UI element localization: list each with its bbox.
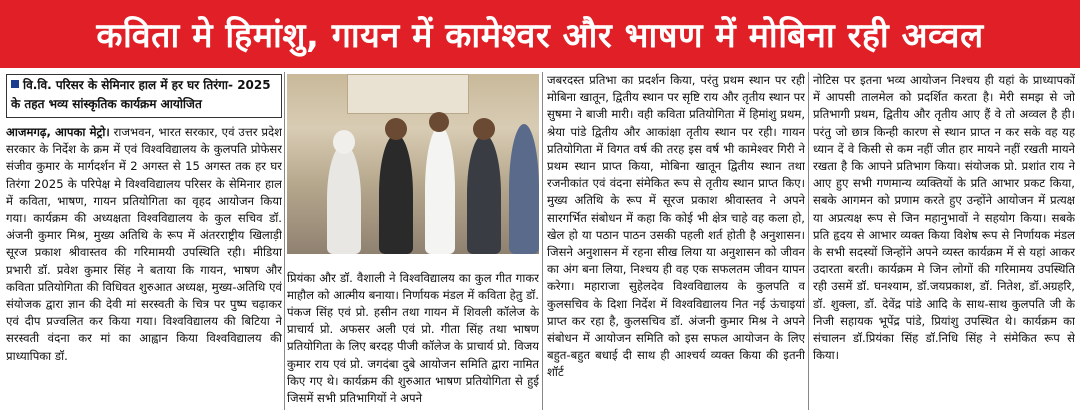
headline-banner xyxy=(0,0,1080,68)
headline: कविता मे हिमांशु, गायन में कामेश्वर और भाषण में मोबिना रही अव्वल xyxy=(96,16,984,56)
article-column-3 xyxy=(547,72,805,412)
article-column-4 xyxy=(813,72,1075,412)
photo-person-head xyxy=(333,130,355,154)
column-divider xyxy=(808,72,809,410)
column-4-body: नोटिस पर इतना भव्य आयोजन निश्चय ही यहां के प्राध्यापकों में आपसी तालमेल को प्रदर्शित करता है। मेरी समझ से जो प्रतिभागी प्रथम, द्वितीय और तृतीय आए हैं वे तो अव्वल है ही। परंतु जो छात्र किन्ही कारण से स्थान प्राप्त न कर सके वह यह ध्यान दें वे किसी से कम नहीं जीत हार मायने नहीं रखती मायने रखता है कि आपने प्रतिभाग किया। संयोजक प्रो. प्रशांत राय ने आए हुए सभी गणमान्य व्यक्तियों के प्रति आभार प्रकट किया, सबके आगमन को प्रणाम करते हुए उन्होंने आयोजन में प्रत्यक्ष या अप्रत्यक्ष रूप से जिन महानुभावों ने सहयोग किया। सबके प्रति हृदय से आभार व्यक्त किया विशेष रूप से निर्णायक मंडल के सभी सदस्यों जिन्होंने अपने व्यस्त कार्यक्रम में से यहां आकर उदारता बरती। कार्यक्रम मे जिन लोगों की गरिमामय उपस्थिति रही उसमें डॉ. घनश्याम, डॉ.जयप्रकाश, डॉ. नितेश, डॉ.अग्रहरि, डॉ. शुक्ला, डॉ. देवेंद्र पांडे आदि के साथ-साथ कुलपति जी के निजी सहायक भूपेंद्र पांडे, प्रियांशु उपस्थित थे। कार्यक्रम का संचालन डॉ.प्रियंका सिंह डॉ.निधि सिंह ने संमेकित रूप से किया। xyxy=(813,73,1075,363)
photo-backdrop-banner xyxy=(347,74,469,114)
article-column-1 xyxy=(6,124,282,412)
column-divider xyxy=(542,72,543,410)
column-1-body: राजभवन, भारत सरकार, एवं उत्तर प्रदेश सरकार के निर्देश के क्रम में एवं विश्वविद्यालय के कुलपति प्रोफेसर संजीव कुमार के मार्गदर्शन में 2 अगस्त से 15 अगस्त तक हर घर तिरंगा 2025 के परिपेक्ष मे विश्वविद्यालय परिसर के सेमिनार हाल में कविता, भाषण, गायन प्रतियोगिता का वृहद आयोजन किया गया। कार्यक्रम की अध्यक्षता विश्वविद्यालय के कुल सचिव डॉ. अंजनी कुमार मिश्र, मुख्य अतिथि के रूप में अंतरराष्ट्रीय खिलाड़ी सूरज प्रकाश श्रीवास्तव की गरिमामयी उपस्थिति रही। मीडिया प्रभारी डॉ. प्रवेश कुमार सिंह ने बताया कि गायन, भाषण और कविता प्रतियोगिता की विधिवत शुरुआत अध्यक्ष, मुख्य-अतिथि एवं संयोजक द्वारा ज्ञान की देवी मां सरस्वती के चित्र पर पुष्प चढ़ाकर एवं दीप प्रज्वलित कर किया गया। विश्वविद्यालय की बिटिया ने सरस्वती वंदना कर मां का आह्वान किया विश्वविद्यालय की प्राध्यापिका डॉ. xyxy=(6,125,282,363)
square-bullet-icon xyxy=(11,80,19,88)
column-3-body: जबरदस्त प्रतिभा का प्रदर्शन किया, परंतु प्रथम स्थान पर रही मोबिना खातून, द्वितीय स्थान पर सृष्टि राय और तृतीय स्थान पर सुषमा ने बाजी मारी। वही कविता प्रतियोगिता में हिमांशु प्रथम, श्रेया पांडे द्वितीय और आकांक्षा तृतीय स्थान पर रही। गायन प्रतियोगिता में विगत वर्ष की तरह इस वर्ष भी कामेश्वर गिरी ने प्रथम स्थान प्राप्त किया, मोबिना खातून द्वितीय स्थान तथा रजनीकांत एवं वंदना संमेकित रूप से तृतीय स्थान प्राप्त किए। मुख्य अतिथि के रूप में सूरज प्रकाश श्रीवास्तव ने अपने सारगर्भित संबोधन में कहा कि कोई भी क्षेत्र चाहे वह कला हो, खेल हो या पठान पाठन उसकी पहली शर्त होती है अनुशासन। जिसने अनुशासन में रहना सीख लिया या अनुशासन को जीवन का अंग बना लिया, निश्चय ही वह एक सफलतम जीवन यापन करेगा। महाराजा सुहेलदेव विश्वविद्यालय के कुलपति व कुलसचिव के दिशा निर्देश में विश्वविद्यालय नित नई ऊंचाइयां प्राप्त कर रहा है, कुलसचिव डॉ. अंजनी कुमार मिश्र ने अपने संबोधन में आयोजन समिति को इस सफल आयोजन के लिए बहुत-बहुत बधाई दी साथ ही आश्चर्य व्यक्त किया की इतनी शॉर्ट xyxy=(547,73,805,380)
kicker-text: वि.वि. परिसर के सेमिनार हाल में हर घर तिरंगा- 2025 के तहत भव्य सांस्कृतिक कार्यक्रम आयोजित xyxy=(11,78,271,111)
kicker-box xyxy=(6,74,282,118)
photo-person xyxy=(379,134,413,254)
photo-person xyxy=(509,124,539,254)
column-1-text xyxy=(6,124,282,365)
column-2-body: प्रियंका और डॉ. वैशाली ने विश्वविद्यालय का कुल गीत गाकर माहौल को आत्मीय बनाया। निर्णायक मंडल में कविता हेतु डॉ. पंकज सिंह एवं प्रो. हसीन तथा गायन में शिवली कॉलेज के प्राचार्य प्रो. अफसर अली एवं प्रो. गीता सिंह तथा भाषण प्रतियोगिता के लिए बरदह पीजी कॉलेज के प्राचार्य प्रो. विजय कुमार राय एवं प्रो. जगदंबा दुबे आयोजन समिति द्वारा नामित किए गए थे। कार्यक्रम की शुरुआत भाषण प्रतियोगिता से हुई जिसमें सभी प्रतिभागियों ने अपने xyxy=(287,270,539,406)
photo-person-head xyxy=(385,118,407,140)
photo-person xyxy=(425,126,455,254)
column-divider xyxy=(284,72,285,410)
photo-person xyxy=(467,134,501,254)
dateline: आजमगढ़, आपका मेट्रो। xyxy=(6,125,110,139)
photo-person-head xyxy=(473,118,495,140)
event-photo xyxy=(287,74,539,254)
photo-person-head xyxy=(429,112,449,132)
article-column-2 xyxy=(287,258,539,410)
photo-person xyxy=(327,144,361,254)
